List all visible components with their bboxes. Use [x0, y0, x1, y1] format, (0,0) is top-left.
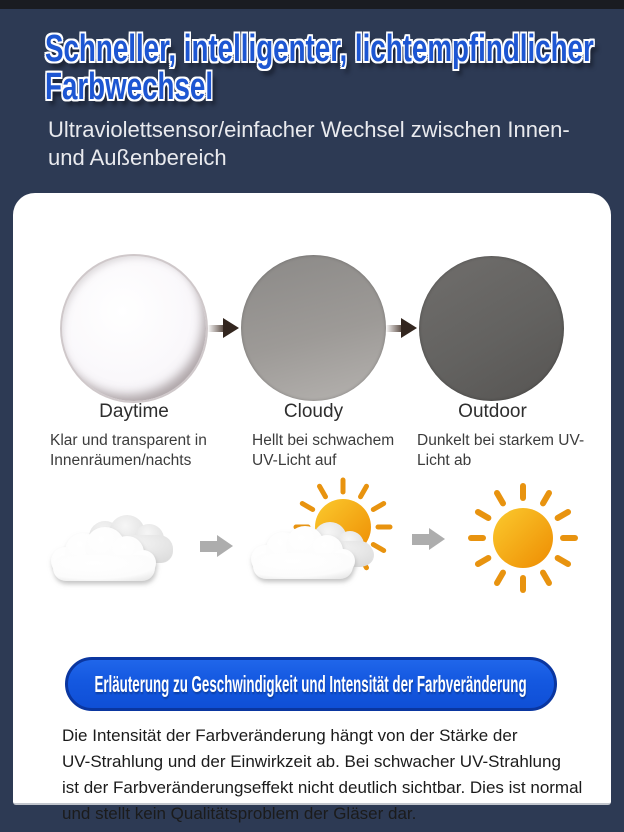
stage-description-outdoor: Dunkelt bei starkem UV-Licht ab — [417, 432, 585, 469]
stage-description-cloudy: Hellt bei schwachem UV-Licht auf — [252, 432, 395, 469]
explanation-banner-button[interactable] — [65, 657, 557, 711]
arrow-head — [217, 535, 233, 557]
top-decorative-bar — [0, 0, 624, 9]
stage-label-cloudy: Cloudy — [283, 401, 344, 422]
body-text-line: Die Intensität der Farbveränderung hängt von der Stärke der — [62, 726, 518, 745]
lens-cloudy-image — [241, 255, 386, 401]
arrow-tail — [412, 534, 429, 545]
arrow-right-icon — [200, 535, 233, 557]
arrow-tail — [200, 541, 217, 552]
transition-arrow-icon — [386, 318, 419, 338]
body-text-line: ist der Farbveränderungseffekt nicht deutlich sichtbar. Dies ist normal — [62, 778, 583, 797]
stage-label-outdoor: Outdoor — [458, 401, 527, 422]
page-title: Schneller, intelligenter, lichtempfindlicher Farbwechsel — [45, 28, 594, 108]
arrow-head — [401, 318, 417, 338]
body-text — [62, 723, 607, 827]
weather-row — [13, 473, 611, 618]
arrow-head — [429, 528, 445, 550]
sun-behind-clouds-icon — [235, 477, 395, 602]
body-text-line: und stellt kein Qualitätsproblem der Gläser dar. — [62, 804, 417, 823]
clouds-icon — [43, 507, 183, 597]
arrow-tail — [208, 325, 223, 332]
stage-label-daytime: Daytime — [99, 401, 169, 422]
body-text-line: UV-Strahlung und der Einwirkzeit ab. Bei schwacher UV-Strahlung — [62, 752, 561, 771]
page-subtitle: Ultraviolettsensor/einfacher Wechsel zwischen Innen- und Außenbereich — [48, 117, 570, 170]
lens-clear-image — [60, 254, 208, 403]
arrow-head — [223, 318, 239, 338]
info-card — [13, 193, 611, 823]
arrow-right-icon — [412, 528, 445, 550]
banner-label: Erläuterung zu Geschwindigkeit und Intensität der Farbveränderung — [94, 670, 528, 697]
arrow-tail — [386, 325, 401, 332]
stage-description-daytime: Klar und transparent in Innenräumen/nachts — [50, 432, 207, 469]
lens-row — [13, 253, 611, 403]
sun-icon — [463, 480, 583, 600]
lens-dark-image — [419, 256, 564, 401]
transition-arrow-icon — [208, 318, 241, 338]
